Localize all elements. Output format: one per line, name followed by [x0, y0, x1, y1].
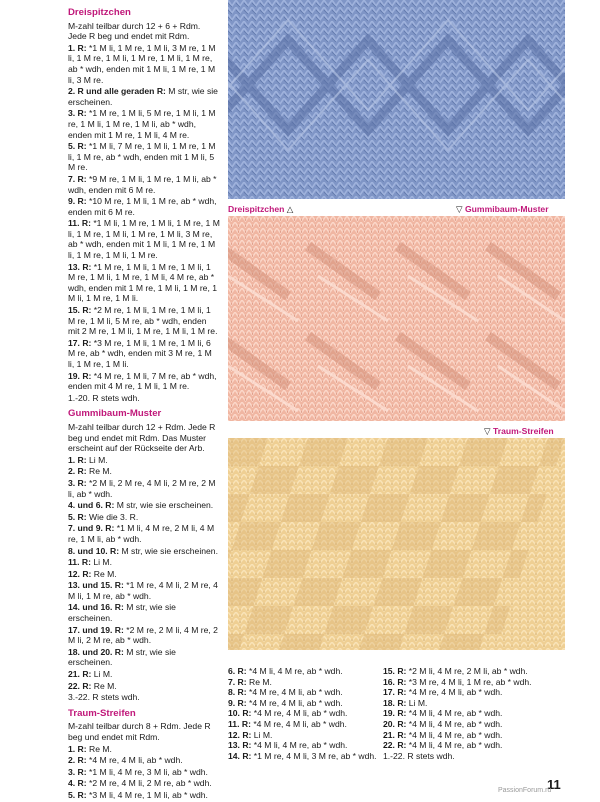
instruction-row: [68, 338, 220, 370]
row-text: Li M.: [89, 454, 108, 465]
row-label: 21. R:: [383, 729, 407, 740]
row-text: 3.-22. R stets wdh.: [68, 692, 140, 703]
instruction-row: [68, 141, 220, 173]
row-text: *3 M re, 1 M li, 1 M re, 1 M li, 6 M re, ab * wdh, enden mit 3 M re, 1 M li, 1 M re, 1 M li.: [68, 337, 212, 369]
instruction-row: [68, 669, 220, 680]
row-label: 19. R:: [383, 708, 407, 719]
row-text: *4 M re, 4 M li, ab * wdh.: [249, 687, 343, 698]
row-text: *4 M li, 4 M re, ab * wdh.: [253, 740, 348, 751]
row-label: 7. und 9. R:: [68, 523, 115, 534]
row-text: *2 M li, 4 M re, 2 M li, ab * wdh.: [408, 666, 528, 676]
row-text: *10 M re, 1 M li, 1 M re, ab * wdh, enden mit 6 M re.: [68, 196, 217, 217]
row-label: 7. R:: [228, 676, 247, 687]
row-label: 7. R:: [68, 173, 87, 184]
instruction-row: [68, 557, 220, 568]
row-text: *4 M li, 4 M re, ab * wdh.: [408, 718, 503, 729]
row-label: 13. R:: [228, 740, 252, 751]
row-text: *2 M re, 4 M li, 2 M re, ab * wdh.: [89, 778, 212, 789]
row-text: 1.-22. R stets wdh.: [383, 750, 455, 761]
row-label: 22. R:: [383, 740, 407, 751]
row-label: 2. R und alle geraden R:: [68, 86, 166, 97]
row-text: M-zahl teilbar durch 12 + 6 + Rdm. Jede R beg und endet mit Rdm.: [68, 20, 201, 42]
row-text: Wie die 3. R.: [89, 511, 139, 522]
row-label: 4. R:: [68, 778, 87, 789]
instruction-row: [68, 692, 220, 703]
row-text: *4 M li, 4 M re, ab * wdh.: [249, 666, 343, 676]
instruction-row: [68, 455, 220, 466]
row-label: 2. R:: [68, 466, 87, 477]
row-text: *2 M re, 2 M li, 4 M re, 2 M li, 2 M re, ab * wdh.: [68, 624, 218, 646]
section-gummibaum: [68, 409, 220, 702]
row-text: 1.-20. R stets wdh.: [68, 392, 140, 403]
instructions-column: [68, 8, 220, 802]
row-label: 13. R:: [68, 261, 92, 272]
row-label: 5. R:: [68, 511, 87, 522]
row-label: 11. R:: [228, 718, 251, 729]
row-text: *4 M li, 4 M re, ab * wdh.: [408, 708, 503, 719]
section-title: Gummibaum-Muster: [68, 408, 162, 420]
row-text: *1 M re, 1 M li, 5 M re, 1 M li, 1 M re, 1 M li, 1 M re, 1 M li, ab * wdh, enden mit 1 M re, 1 M li, 4 M re.: [68, 108, 216, 140]
row-text: *2 M li, 2 M re, 4 M li, 2 M re, 2 M li, ab * wdh.: [68, 477, 216, 499]
instruction-row: [68, 625, 220, 646]
instructions-column-3: [383, 666, 563, 761]
rows: [68, 422, 220, 703]
row-text: *4 M re, 4 M li, ab * wdh.: [253, 718, 347, 729]
rows: [68, 21, 220, 404]
instruction-row: [68, 580, 220, 601]
instruction-row: [68, 681, 220, 692]
row-label: 18. und 20. R:: [68, 646, 124, 657]
row-text: Re M.: [89, 466, 112, 477]
row-label: 8. R:: [228, 687, 247, 698]
row-text: *1 M li, 7 M re, 1 M li, 1 M re, 1 M li, 1 M re, ab * wdh, enden mit 1 M li, 5 M re.: [68, 141, 216, 173]
row-label: 1. R:: [68, 42, 87, 53]
instruction-row: [68, 305, 220, 337]
row-text: Li M.: [93, 557, 112, 568]
instruction-row: [383, 719, 563, 730]
row-label: 18. R:: [383, 697, 407, 708]
row-label: 1. R:: [68, 743, 87, 754]
instruction-row: [68, 86, 220, 107]
row-label: 21. R:: [68, 669, 92, 680]
caption-traum-streifen: [484, 426, 554, 437]
instruction-row: [68, 43, 220, 85]
instruction-row: [383, 677, 563, 688]
row-label: 19. R:: [68, 370, 92, 381]
instruction-row: [228, 730, 378, 741]
instruction-row: [68, 393, 220, 404]
instruction-row: [68, 744, 220, 755]
instruction-row: [68, 647, 220, 668]
instruction-row: [68, 569, 220, 580]
row-text: *3 M li, 4 M re, 1 M li, ab * wdh.: [89, 789, 208, 800]
instruction-row: [68, 767, 220, 778]
row-text: Li M.: [408, 697, 428, 708]
instruction-row: [68, 196, 220, 217]
instructions-column-2: [228, 666, 378, 761]
row-label: 11. R:: [68, 557, 91, 568]
row-text: *4 M re, 4 M li, ab * wdh.: [253, 708, 348, 719]
row-text: M str, wie sie erscheinen.: [68, 646, 176, 668]
photo-traum-streifen: [228, 438, 565, 650]
row-text: *1 M re, 1 M li, 1 M re, 1 M li, 1 M re, 1 M li, 1 M re, 1 M li, 4 M re, ab * wdh, enden mit 1 M re, 1 M li, 1 M re, 1 M li, 1 M re, 1 M li.: [68, 261, 218, 304]
caption-text: Gummibaum-Muster: [465, 204, 549, 214]
row-text: *4 M li, 4 M re, ab * wdh.: [408, 729, 503, 740]
row-label: 1. R:: [68, 454, 87, 465]
row-label: 5. R:: [68, 789, 87, 800]
row-label: 3. R:: [68, 477, 87, 488]
row-label: 2. R:: [68, 755, 87, 766]
row-text: M-zahl teilbar durch 12 + Rdm. Jede R beg und endet mit Rdm. Das Muster erscheint auf der Rückseite der Arb.: [68, 421, 216, 454]
row-label: 4. und 6. R:: [68, 500, 115, 511]
row-label: 17. und 19. R:: [68, 624, 124, 635]
page-number: 11: [547, 777, 561, 792]
row-label: 13. und 15. R:: [68, 580, 124, 591]
instruction-row: [68, 721, 220, 742]
row-label: 17. R:: [68, 337, 92, 348]
row-text: M-zahl teilbar durch 8 + Rdm. Jede R beg und endet mit Rdm.: [68, 721, 211, 742]
row-text: *1 M li, 4 M re, 2 M li, 4 M re, 1 M li, ab * wdh.: [68, 523, 215, 544]
instruction-row: [68, 523, 220, 544]
row-text: *2 M re, 1 M li, 1 M re, 1 M li, 1 M re, 1 M li, 5 M re, ab * wdh, enden mit 2 M re, 1 M li, 1 M re, 1 M li, 1 M re.: [68, 305, 218, 337]
section-dreispitzchen: [68, 8, 220, 403]
row-label: 3. R:: [68, 108, 87, 119]
instruction-row: [228, 719, 378, 730]
instruction-row: [68, 262, 220, 304]
row-text: *1 M re, 4 M li, 2 M re, 4 M li, 1 M re, ab * wdh.: [68, 580, 218, 601]
section-traum-streifen: [68, 709, 220, 801]
row-label: 3. R:: [68, 766, 87, 777]
row-label: 22. R:: [68, 680, 92, 691]
caption-text: Traum-Streifen: [493, 426, 554, 436]
row-text: *3 M re, 4 M li, 1 M re, ab * wdh.: [408, 676, 532, 687]
instruction-row: [228, 687, 378, 698]
row-text: *9 M re, 1 M li, 1 M re, 1 M li, ab * wdh, enden mit 6 M re.: [68, 173, 217, 195]
row-text: *1 M li, 4 M re, 3 M li, ab * wdh.: [89, 766, 208, 777]
row-label: 9. R:: [68, 196, 87, 207]
section-title: Dreispitzchen: [68, 7, 131, 18]
instruction-row: [68, 602, 220, 623]
row-label: 5. R:: [68, 141, 87, 152]
row-label: 14. und 16. R:: [68, 602, 124, 613]
instruction-row: [228, 751, 378, 762]
row-label: 14. R:: [228, 750, 252, 761]
caption-dreispitzchen: [228, 204, 293, 215]
row-label: 9. R:: [228, 697, 247, 708]
triangle-down-icon: ▽: [484, 426, 491, 436]
instruction-row: [228, 677, 378, 688]
row-label: 8. und 10. R:: [68, 545, 120, 556]
watermark: PassionForum.ru: [498, 787, 552, 794]
row-label: 12. R:: [228, 729, 252, 740]
row-label: 15. R:: [383, 666, 407, 676]
instruction-row: [383, 698, 563, 709]
row-text: *4 M li, 4 M re, ab * wdh.: [408, 740, 503, 751]
row-label: 10. R:: [228, 708, 252, 719]
instruction-row: [68, 778, 220, 789]
instruction-row: [383, 708, 563, 719]
instruction-row: [68, 371, 220, 392]
row-text: *4 M re, 4 M li, ab * wdh.: [89, 755, 183, 766]
instruction-row: [68, 790, 220, 801]
row-text: Re M.: [93, 568, 117, 579]
row-label: 15. R:: [68, 305, 92, 316]
instruction-row: [68, 478, 220, 499]
instruction-row: [228, 740, 378, 751]
row-text: M str, wie sie erscheinen.: [116, 500, 214, 511]
row-text: Li M.: [93, 669, 113, 680]
triangle-down-icon: ▽: [456, 204, 463, 214]
section-title: Traum-Streifen: [68, 707, 136, 719]
row-label: 16. R:: [383, 676, 407, 687]
instruction-row: [68, 466, 220, 477]
instruction-row: [68, 546, 220, 557]
row-text: M str, wie sie erscheinen.: [68, 86, 218, 107]
instruction-row: [68, 500, 220, 511]
instruction-row: [228, 708, 378, 719]
instruction-row: [68, 218, 220, 260]
row-text: M str, wie sie erscheinen.: [68, 602, 176, 624]
row-text: *4 M re, 4 M li, ab * wdh.: [249, 697, 343, 708]
row-label: 20. R:: [383, 718, 407, 729]
photo-dreispitzchen: [228, 0, 565, 199]
instruction-row: [68, 755, 220, 766]
row-text: *4 M re, 4 M li, ab * wdh.: [408, 687, 503, 698]
row-text: *1 M re, 4 M li, 3 M re, ab * wdh.: [253, 750, 377, 761]
instruction-row: [228, 698, 378, 709]
row-text: *1 M li, 1 M re, 1 M li, 1 M re, 1 M li, 1 M re, 1 M li, 1 M re, 1 M li, 3 M re, ab * wdh, enden mit 1 M li, 1 M re, 1 M li, 1 M re, 1 M li, 1 M re.: [68, 218, 220, 261]
row-text: M str, wie sie erscheinen.: [121, 545, 218, 556]
instruction-row: [383, 751, 563, 762]
row-label: 6. R:: [228, 666, 247, 676]
rows: [68, 721, 220, 800]
row-label: 11. R:: [68, 218, 91, 229]
row-text: *1 M li, 1 M re, 1 M li, 3 M re, 1 M li, 1 M re, 1 M li, 1 M re, 1 M li, 1 M re, ab * wdh, enden mit 1 M li, 1 M re, 1 M li, 3 M re.: [68, 42, 216, 85]
caption-text: Dreispitzchen: [228, 204, 285, 214]
instruction-row: [68, 512, 220, 523]
instruction-row: [383, 740, 563, 751]
row-text: Re M.: [89, 743, 112, 754]
row-text: *4 M re, 1 M li, 7 M re, ab * wdh, enden mit 4 M re, 1 M li, 1 M re.: [68, 370, 217, 392]
instruction-row: [68, 108, 220, 140]
instruction-row: [228, 666, 378, 677]
instruction-row: [68, 422, 220, 454]
instruction-row: [68, 21, 220, 42]
row-label: 12. R:: [68, 568, 92, 579]
row-text: Li M.: [253, 729, 273, 740]
instruction-row: [68, 174, 220, 195]
row-text: Re M.: [249, 676, 272, 687]
instruction-row: [383, 666, 563, 677]
row-label: 17. R:: [383, 687, 407, 698]
row-text: Re M.: [93, 680, 117, 691]
instruction-row: [383, 687, 563, 698]
instruction-row: [383, 730, 563, 741]
triangle-up-icon: △: [286, 204, 294, 214]
photo-gummibaum: [228, 216, 565, 421]
caption-gummibaum: [456, 204, 549, 215]
